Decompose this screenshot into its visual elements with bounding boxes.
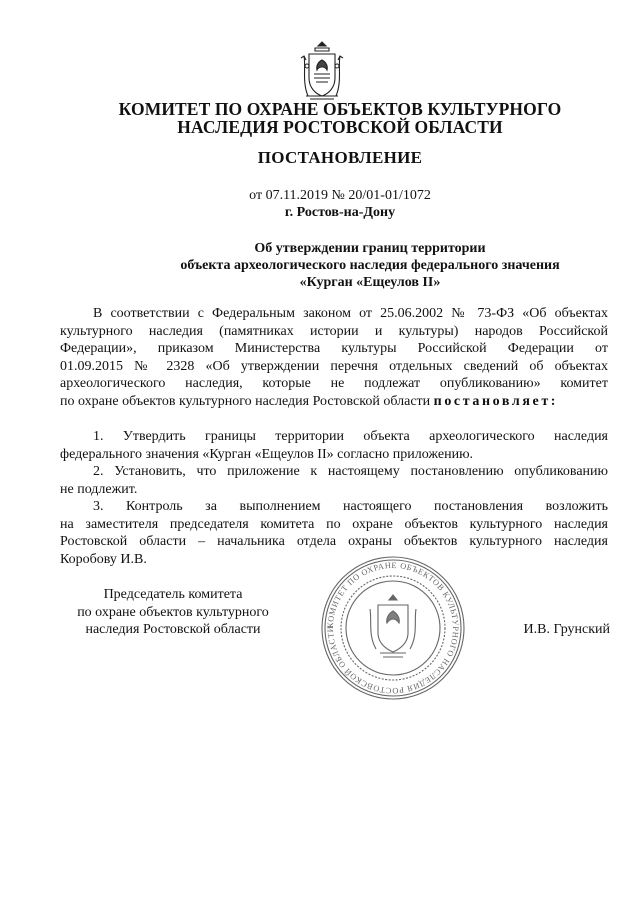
coat-of-arms-icon	[296, 38, 348, 104]
resolution-items	[60, 428, 608, 568]
document-date-number: от 07.11.2019 № 20/01-01/1072	[249, 188, 431, 203]
item-3-line: на заместителя председателя комитета по охране объектов культурного наследия	[60, 516, 608, 532]
item-3-line: Коробову И.В.	[60, 551, 147, 567]
signatory-title	[68, 586, 278, 639]
signatory-name: И.В. Грунский	[523, 622, 610, 637]
document-subject	[120, 240, 620, 291]
signatory-title-line2: по охране объектов культурного	[77, 604, 269, 620]
organization-name-line2: НАСЛЕДИЯ РОСТОВСКОЙ ОБЛАСТИ	[177, 117, 503, 137]
item-2-line: не подлежит.	[60, 481, 138, 497]
item-2-line: 2. Установить, что приложение к настоящему постановлению опубликованию	[93, 464, 608, 479]
preamble-line: по охране объектов культурного наследия Ростовской области	[60, 393, 431, 409]
item-3-line: 3. Контроль за выполнением настоящего постановления возложить	[93, 499, 608, 514]
item-3-line: Ростовской области – начальника отдела охраны объектов культурного наследия	[60, 534, 608, 549]
preamble-line: Федерации», приказом Министерства культуры Российской Федерации от	[60, 341, 608, 356]
item-1-line: федерального значения «Курган «Ещеулов II» согласно приложению.	[60, 446, 474, 462]
preamble-line: археологического наследия, которые не подлежат опубликованию» комитет	[60, 376, 608, 391]
preamble-last-line	[60, 393, 608, 411]
preamble-paragraph	[60, 305, 608, 410]
item-1-line: 1. Утвердить границы территории объекта археологического наследия	[93, 429, 608, 444]
preamble-line: 01.09.2015 № 2328 «Об утверждении перечня отдельных сведений об объектах	[60, 358, 608, 374]
subject-line1: Об утверждении границ территории	[254, 241, 486, 256]
official-seal-icon	[318, 553, 468, 703]
subject-line2: объекта археологического наследия федерального значения	[180, 258, 560, 273]
document-city: г. Ростов-на-Дону	[284, 205, 396, 220]
preamble-line: культурного наследия (памятниках истории и культуры) народов Российской	[60, 323, 608, 339]
subject-line3: «Курган «Ещеулов II»	[299, 275, 441, 290]
preamble-line: В соответствии с Федеральным законом от 25.06.2002 № 73-ФЗ «Об объектах	[93, 306, 608, 321]
resolves-word: постановляет:	[433, 393, 559, 409]
organization-name-line1: КОМИТЕТ ПО ОХРАНЕ ОБЪЕКТОВ КУЛЬТУРНОГО	[118, 99, 562, 119]
signatory-title-line3: наследия Ростовской области	[85, 622, 261, 637]
seal-ring-text: КОМИТЕТ ПО ОХРАНЕ ОБЪЕКТОВ КУЛЬТУРНОГО НАСЛЕДИЯ РОСТОВСКОЙ ОБЛАСТИ	[325, 560, 461, 696]
signatory-title-line1: Председатель комитета	[103, 587, 243, 602]
organization-name	[60, 100, 620, 136]
document-type: ПОСТАНОВЛЕНИЕ	[257, 148, 423, 167]
